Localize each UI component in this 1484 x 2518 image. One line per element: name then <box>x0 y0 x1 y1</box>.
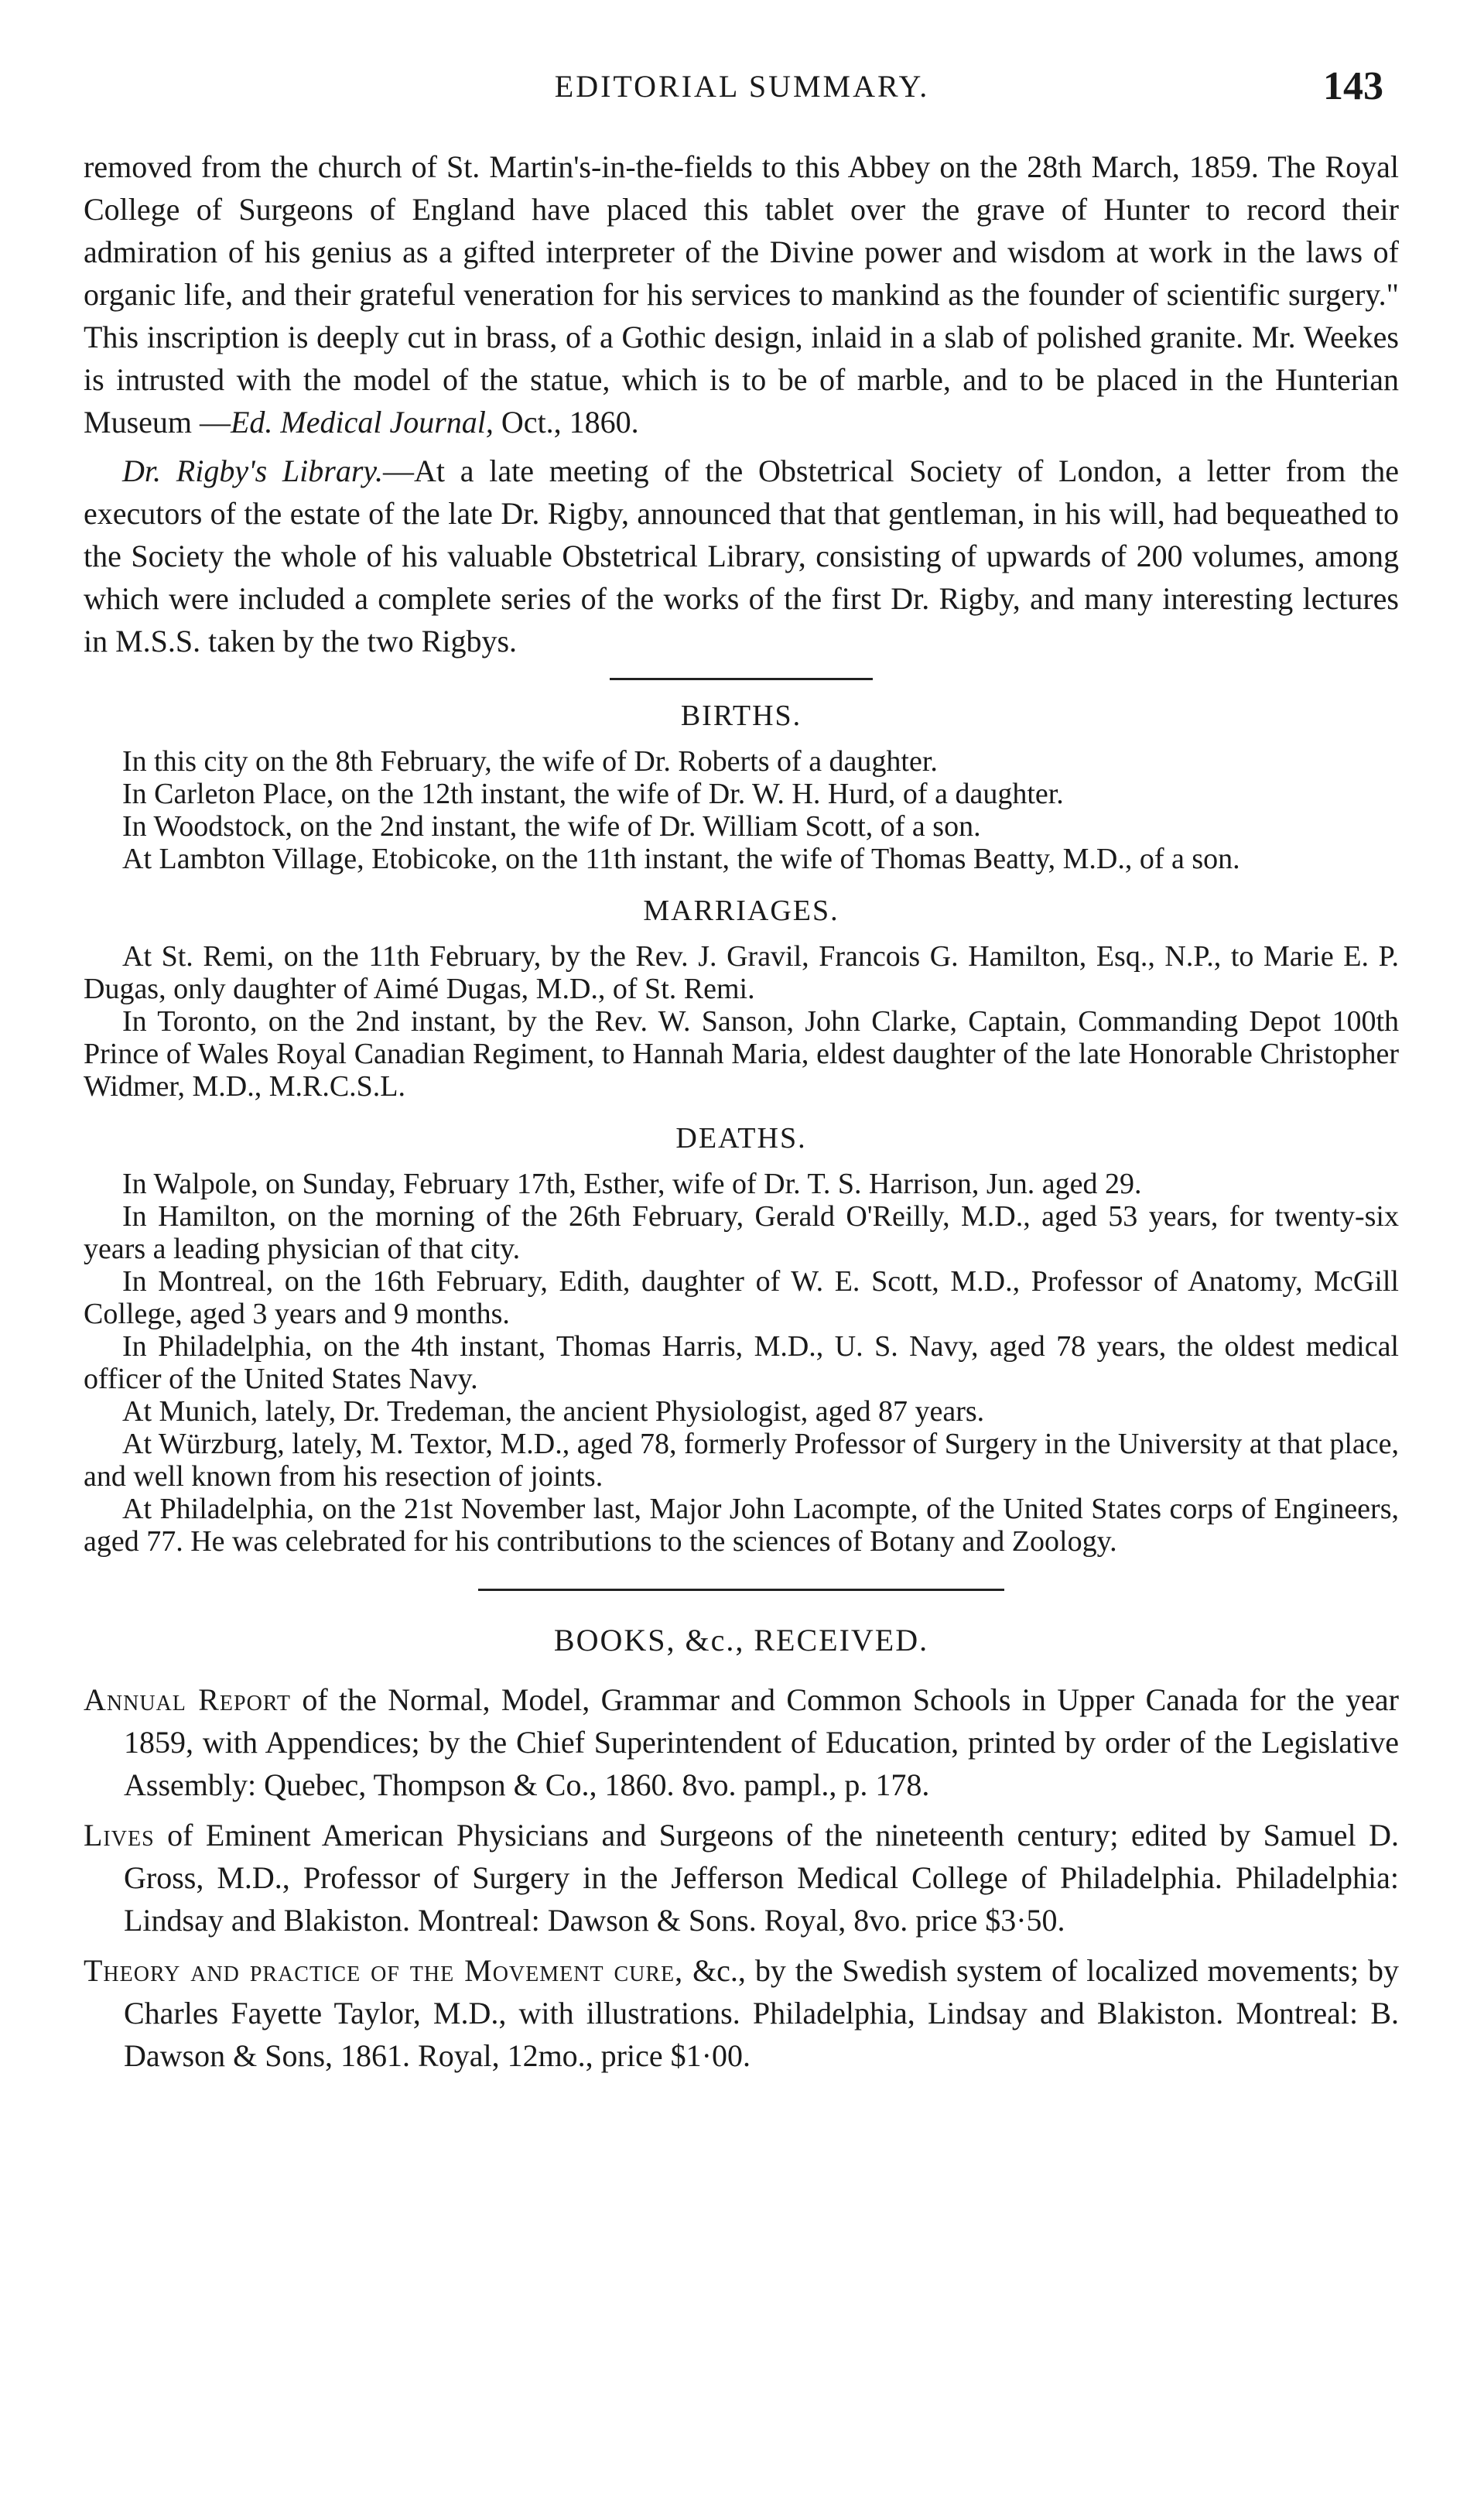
books-title: BOOKS, &c., RECEIVED. <box>553 1623 929 1658</box>
list-item: At Munich, lately, Dr. Tredeman, the ancient Physiologist, aged 87 years. <box>122 1395 985 1428</box>
list-item: At Lambton Village, Etobicoke, on the 11th instant, the wife of Thomas Beatty, M.D., of a son. <box>122 843 1240 875</box>
page-header <box>0 64 1484 130</box>
book-lead: Lives <box>84 1818 155 1853</box>
book-lead: Annual Report <box>84 1682 291 1717</box>
list-item: In Toronto, on the 2nd instant, by the Rev. W. Sanson, John Clarke, Captain, Commanding Depot 100th Prince of Wales Royal Canadian Regiment, to Hannah Maria, eldest daughter of the late Honorable Christopher Widmer, M.D., M.R.C.S.L. <box>84 1005 1399 1103</box>
rigby-paragraph: Dr. Rigby's Library.—At a late meeting of the Obstetrical Society of London, a letter from the executors of the estate of the late Dr. Rigby, announced that that gentleman, in his will, had bequeathed to the Society the whole of his valuable Obstetrical Library, consisting of upwards of 200 volumes, among which were included a complete series of the works of the first Dr. Rigby, and many interesting lectures in M.S.S. taken by the two Rigbys. <box>84 453 1399 659</box>
page-number: 143 <box>1323 64 1383 108</box>
list-item: In Montreal, on the 16th February, Edith, daughter of W. E. Scott, M.D., Professor of Anatomy, McGill College, aged 3 years and 9 months. <box>84 1265 1399 1330</box>
list-item: In this city on the 8th February, the wife of Dr. Roberts of a daughter. <box>122 745 938 778</box>
list-item: At St. Remi, on the 11th February, by the Rev. J. Gravil, Francois G. Hamilton, Esq., N.P., to Marie E. P. Dugas, only daughter of Aimé Dugas, M.D., of St. Remi. <box>84 940 1399 1005</box>
list-item: In Carleton Place, on the 12th instant, the wife of Dr. W. H. Hurd, of a daughter. <box>122 778 1064 810</box>
list-item: At Philadelphia, on the 21st November last, Major John Lacompte, of the United States corps of Engineers, aged 77. He was celebrated for his contributions to the sciences of Botany and Zoology. <box>84 1493 1399 1558</box>
list-item: In Philadelphia, on the 4th instant, Thomas Harris, M.D., U. S. Navy, aged 78 years, the oldest medical officer of the United States Navy. <box>84 1330 1399 1395</box>
marriages-title: MARRIAGES. <box>643 895 839 927</box>
source-citation: Ed. Medical Journal, <box>231 405 494 440</box>
list-item: In Woodstock, on the 2nd instant, the wife of Dr. William Scott, of a son. <box>122 810 981 843</box>
list-item: At Würzburg, lately, M. Textor, M.D., aged 78, formerly Professor of Surgery in the University at that place, and well known from his resection of joints. <box>84 1428 1399 1493</box>
section-divider <box>478 1589 1004 1591</box>
births-title: BIRTHS. <box>680 700 802 732</box>
book-entry: Annual Report of the Normal, Model, Grammar and Common Schools in Upper Canada for the year 1859, with Appendices; by the Chief Superintendent of Education, printed by order of the Legislative Assembly: Quebec, Thompson & Co., 1860. 8vo. pampl., p. 178. <box>84 1682 1400 1802</box>
book-entry: Theory and practice of the Movement cure, &c., by the Swedish system of localized movements; by Charles Fayette Taylor, M.D., with illustrations. Philadelphia, Lindsay and Blakiston. Montreal: B. Dawson & Sons, 1861. Royal, 12mo., price $1·00. <box>84 1953 1399 2073</box>
page-body <box>84 145 1399 2085</box>
rigby-heading: Dr. Rigby's Library. <box>122 453 383 488</box>
list-item: In Hamilton, on the morning of the 26th February, Gerald O'Reilly, M.D., aged 53 years, for twenty-six years a leading physician of that city. <box>84 1200 1399 1265</box>
list-item: In Walpole, on Sunday, February 17th, Esther, wife of Dr. T. S. Harrison, Jun. aged 29. <box>122 1168 1142 1200</box>
hunter-paragraph: removed from the church of St. Martin's-in-the-fields to this Abbey on the 28th March, 1859. The Royal College of Surgeons of England have placed this tablet over the grave of Hunter to record their admiration of his genius as a gifted interpreter of the Divine power and wisdom at work in the laws of organic life, and their grateful veneration for his services to mankind as the founder of scientific surgery." This inscription is deeply cut in brass, of a Gothic design, inlaid in a slab of polished granite. Mr. Weekes is intrusted with the model of the statue, which is to be of marble, and to be placed in the Hunterian Museum —Ed. Medical Journal, Oct., 1860. <box>84 149 1399 440</box>
deaths-title: DEATHS. <box>675 1122 807 1155</box>
running-title: EDITORIAL SUMMARY. <box>554 69 930 104</box>
book-lead: Theory and practice of the Movement cure, <box>84 1953 684 1988</box>
section-divider <box>610 678 873 680</box>
book-entry: Lives of Eminent American Physicians and Surgeons of the nineteenth century; edited by Samuel D. Gross, M.D., Professor of Surgery in the Jefferson Medical College of Philadelphia. Philadelphia: Lindsay and Blakiston. Montreal: Dawson & Sons. Royal, 8vo. price $3·50. <box>84 1818 1399 1938</box>
